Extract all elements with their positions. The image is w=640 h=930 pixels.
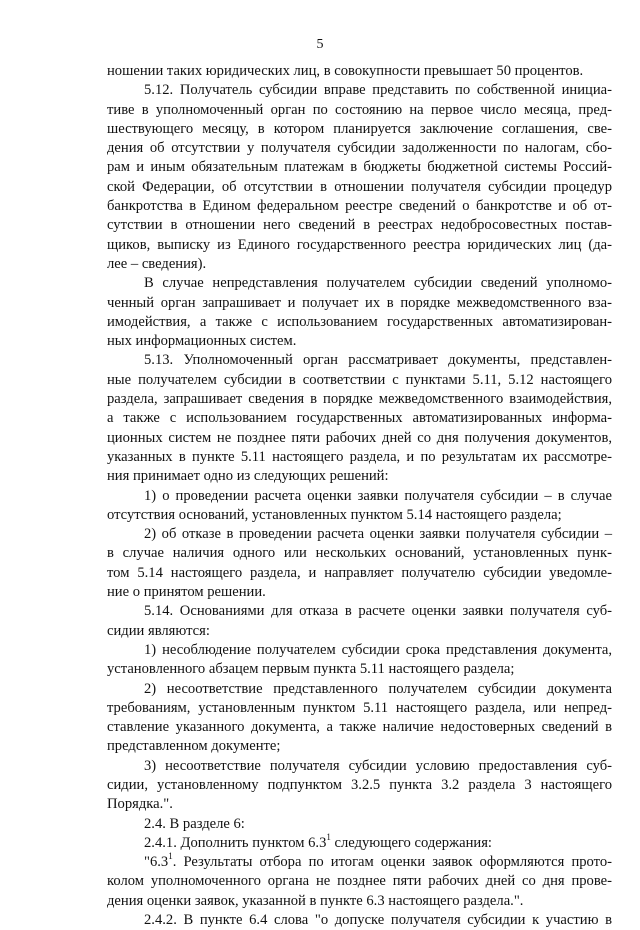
text-line: ния принимает одно из следующих решений: [107,468,389,485]
text-line: ношении таких юридических лиц, в совокупности превышает 50 процентов. [107,63,584,79]
text-line: раздела, запрашивает сведения в порядке межведомственного взаимодействия, [107,391,612,408]
page-number: 5 [316,37,324,52]
text-line: сутствии в отношении него сведений в реестрах недобросовестных постав- [107,217,612,234]
text-line: шествующего месяцу, в котором планируется заключение соглашения, све- [107,120,612,137]
text-line: банкротства в Едином федеральном реестре сведений о банкротстве и об от- [107,198,612,215]
text-line: 2) несоответствие представленного получателем субсидии документа [144,680,612,697]
document-body [107,62,612,930]
text-line: 1) о проведении расчета оценки заявки получателя субсидии – в случае [144,487,612,504]
text-line: колом уполномоченного органа не позднее пяти рабочих дней со дня прове- [107,873,612,890]
text-line: 5.14. Основаниями для отказа в расчете оценки заявки получателя суб- [144,603,612,620]
text-line: ционных систем не позднее пяти рабочих дней со дня получения документов, [107,429,612,446]
text-line: рам и иным обязательным платежам в бюджеты бюджетной системы Россий- [107,159,612,176]
text-line: отсутствия оснований, установленных пунктом 5.14 настоящего раздела; [107,506,562,523]
text-line: "$6.3^1$. Результаты отбора по итогам оценки заявок оформляются прото- [144,851,612,871]
text-line: сидии являются: [107,622,210,639]
text-line: том 5.14 настоящего раздела, и направляет получателю субсидии уведомле- [107,564,612,581]
text-line: имодействия, а также с использованием государственных автоматизирован- [107,313,612,330]
text-line: представленном документе; [107,738,281,755]
text-line: ставление указанного документа, а также наличие недостоверных сведений в [107,719,612,736]
text-line: в случае наличия одного или нескольких оснований, установленных пунк- [107,545,612,562]
text-line: сидии, установленному подпунктом 3.2.5 пункта 3.2 раздела 3 настоящего [107,776,612,793]
text-line: 3) несоответствие получателя субсидии условию предоставления суб- [144,757,612,774]
text-line: 2.4.1. Дополнить пунктом $6.3^1$ следующего содержания: [144,832,492,851]
text-line: 5.12. Получатель субсидии вправе представить по собственной инициа- [144,82,612,99]
text-line: щиков, выписку из Единого государственного реестра юридических лиц (да- [107,236,612,253]
text-line: 2) об отказе в проведении расчета оценки заявки получателя субсидии – [144,526,612,543]
text-line: ные получателем субсидии в соответствии с пунктами 5.11, 5.12 настоящего [107,371,612,388]
text-line: 2.4. В разделе 6: [144,815,245,832]
text-line: Порядка.". [107,796,173,813]
text-line: лее – сведения). [107,255,207,272]
text-line: ние о принятом решении. [107,584,266,601]
text-line: тиве в уполномоченный орган по состоянию на первое число месяца, пред- [107,101,612,118]
text-line: 1) несоблюдение получателем субсидии срока представления документа, [144,641,612,658]
text-line: В случае непредставления получателем субсидии сведений уполномо- [144,275,612,292]
text-line: дения об отсутствии у получателя субсидии задолженности по налогам, сбо- [107,140,612,157]
text-line: установленного абзацем первым пункта 5.11 настоящего раздела; [107,661,515,678]
text-line: ченный орган запрашивает и получает их в порядке межведомственного вза- [107,294,612,311]
text-line: 2.4.2. В пункте 6.4 слова "о допуске получателя субсидии к участию в [144,912,612,929]
text-line: ской Федерации, об отсутствии в отношении получателя субсидии процедур [107,178,612,195]
text-line: требованиям, установленным пунктом 5.11 настоящего раздела, или непред- [107,699,612,716]
text-line: 5.13. Уполномоченный орган рассматривает документы, представлен- [144,352,612,369]
text-line: указанных в пункте 5.11 настоящего раздела, и по результатам их рассмотре- [107,448,612,465]
text-line: а также с использованием государственных автоматизированных информа- [107,410,612,427]
text-line: дения оценки заявок, указанной в пункте 6.3 настоящего раздела.". [107,892,524,909]
text-line: ных информационных систем. [107,333,297,350]
